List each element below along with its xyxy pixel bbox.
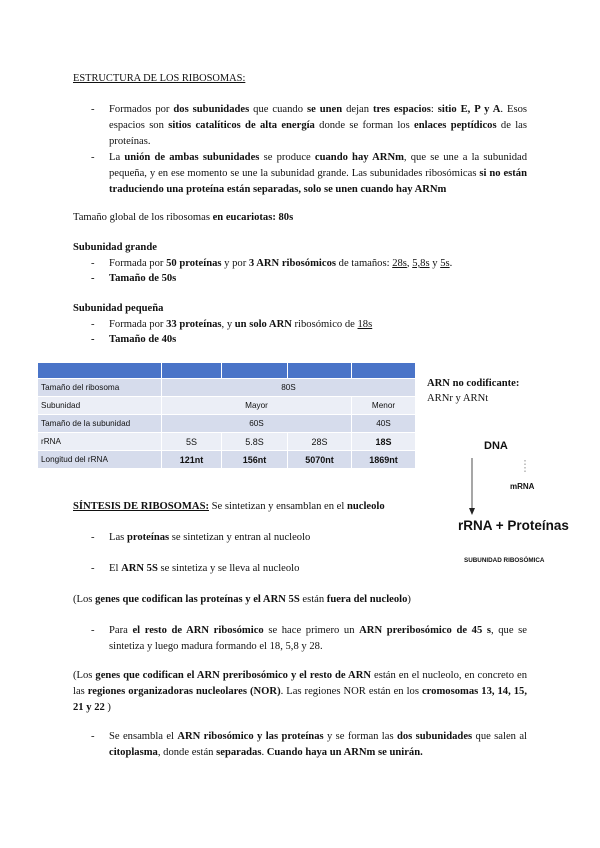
synthesis-note-nor <box>73 668 527 716</box>
synthesis-bullet-assembly <box>109 729 527 761</box>
table-row <box>38 451 416 469</box>
bullet-dash: - <box>91 334 95 345</box>
bold-run: fuera del nucleolo <box>326 594 408 605</box>
large-subunit-composition <box>109 256 452 272</box>
table-row-label: Longitud del rRNA <box>38 451 162 469</box>
bullet-dash: - <box>91 258 95 269</box>
bold-run: ARN ribosómico y las proteínas <box>177 731 324 742</box>
text-run: dejan <box>342 104 373 115</box>
table-cell: 40S <box>352 415 416 433</box>
syn-b1-bold: proteínas <box>126 532 170 543</box>
bold-run: ARN preribosómico de 45 s <box>359 625 491 636</box>
table-header-cell <box>288 363 352 379</box>
bold-run: tres espacios <box>372 104 431 115</box>
bold-run: si no están traduciendo una proteína están separadas, solo se unen cuando hay ARNm <box>109 168 527 195</box>
large-sep2: y <box>429 258 441 269</box>
small-mid: , y <box>221 319 235 330</box>
text-run: que salen al <box>472 731 527 742</box>
syn-b1-pre: Las <box>109 532 127 543</box>
synthesis-note-genes-outside <box>73 592 533 608</box>
table-cell: 121nt <box>162 451 222 469</box>
text-run: (Los <box>73 670 96 681</box>
table-header-cell <box>162 363 222 379</box>
bold-run: sitios catalíticos de alta energía <box>168 120 315 131</box>
small-rna: un solo ARN <box>234 319 292 330</box>
table-cell: 80S <box>162 379 416 397</box>
bullet-dash: - <box>91 625 95 636</box>
bold-run: cuando hay ARNm <box>314 152 404 163</box>
text-run: (Los <box>73 594 96 605</box>
small-pre: Formada por <box>109 319 167 330</box>
text-run: , donde están <box>157 747 217 758</box>
table-row-label: Subunidad <box>38 397 162 415</box>
bold-run: citoplasma <box>109 747 158 758</box>
small-subunit-composition <box>109 317 372 333</box>
large-proteins: 50 proteínas <box>166 258 222 269</box>
arrow-down-icon <box>469 508 475 515</box>
bold-run: dos subunidades <box>396 731 473 742</box>
large-end: . <box>449 258 453 269</box>
bold-run: unión de ambas subunidades <box>124 152 260 163</box>
table-cell: 1869nt <box>352 451 416 469</box>
table-row <box>38 433 416 451</box>
text-run: ) <box>407 594 411 605</box>
noncoding-title: ARN no codificante: <box>427 378 520 389</box>
table-row <box>38 379 416 397</box>
table-row-label: rRNA <box>38 433 162 451</box>
small-subunit-size: Tamaño de 40s <box>109 334 177 345</box>
large-subunit-heading: Subunidad grande <box>73 242 157 253</box>
page-title <box>73 71 245 87</box>
syn-b2-pre: El <box>109 563 122 574</box>
page-title-text: ESTRUCTURA DE LOS RIBOSOMAS: <box>73 73 246 84</box>
bold-run: cromosomas 13, 14, 15, 21 y 22 <box>73 686 528 713</box>
synthesis-title-bold: nucleolo <box>346 501 385 512</box>
bold-run: dos subunidades <box>173 104 250 115</box>
table-cell: 156nt <box>222 451 288 469</box>
text-run: . <box>261 747 267 758</box>
synthesis-bullet-preribosomal <box>109 623 527 655</box>
intro-bullet-subunits <box>109 102 527 150</box>
diagram-caption: SUBUNIDAD RIBOSÓMICA <box>464 557 545 564</box>
bullet-dash: - <box>91 532 95 543</box>
bold-run: genes que codifican las proteínas y el ARN 5S <box>95 594 300 605</box>
text-run: ) <box>104 702 111 713</box>
text-run: están en el nucleolo, en concreto en las <box>73 670 527 697</box>
global-size-line <box>73 210 293 226</box>
synthesis-bullet-5s <box>109 561 299 577</box>
small-subunit-heading: Subunidad pequeña <box>73 303 164 314</box>
text-run: y se forman las <box>323 731 397 742</box>
global-size-value: en eucariotas: 80s <box>212 212 294 223</box>
bullet-dash: - <box>91 152 95 163</box>
small-post: ribosómico de <box>291 319 358 330</box>
global-size-text: Tamaño global de los ribosomas <box>73 212 213 223</box>
large-rna: 3 ARN ribosómicos <box>248 258 336 269</box>
table-row-label: Tamaño del ribosoma <box>38 379 162 397</box>
large-pre: Formada por <box>109 258 167 269</box>
table-header-cell <box>222 363 288 379</box>
bold-run: Cuando haya un ARNm se unirán. <box>266 747 423 758</box>
text-run: Formados por <box>109 104 174 115</box>
bold-run: sitio E, P y A <box>437 104 501 115</box>
text-run: : <box>430 104 438 115</box>
text-run: se produce <box>259 152 315 163</box>
text-run: Se ensambla el <box>109 731 178 742</box>
bold-run: separadas <box>216 747 262 758</box>
large-size-5s: 5s <box>440 258 450 269</box>
bullet-dash: - <box>91 273 95 284</box>
table-cell: Mayor <box>162 397 352 415</box>
large-subunit-size: Tamaño de 50s <box>109 273 177 284</box>
table-cell: 60S <box>162 415 352 433</box>
bullet-dash: - <box>91 104 95 115</box>
bold-run: regiones organizadoras nucleolares (NOR) <box>87 686 281 697</box>
table-cell: 18S <box>352 433 416 451</box>
synthesis-bullet-proteins <box>109 530 310 546</box>
text-run: , que se sintetiza y luego madura formando el 18, 5,8 y 28. <box>109 625 527 652</box>
diagram-result-label: rRNA + Proteínas <box>458 518 569 533</box>
bold-run: se unen <box>306 104 343 115</box>
bold-run: genes que codifican el ARN preribosómico y el resto de ARN <box>95 670 371 681</box>
bold-run: enlaces peptídicos <box>414 120 497 131</box>
synthesis-title-line <box>73 499 385 515</box>
table-row-label: Tamaño de la subunidad <box>38 415 162 433</box>
table-cell: 28S <box>288 433 352 451</box>
text-run: que cuando <box>249 104 307 115</box>
large-size-58s: 5,8s <box>412 258 430 269</box>
bold-run: el resto de ARN ribosómico <box>132 625 264 636</box>
diagram-mrna-label: mRNA <box>510 482 535 491</box>
table-row <box>38 397 416 415</box>
ribosome-table <box>37 362 416 469</box>
small-size-18s: 18s <box>357 319 373 330</box>
synthesis-title-rest: Se sintetizan y ensamblan en el <box>209 501 347 512</box>
bullet-dash: - <box>91 319 95 330</box>
text-run: . Esos espacios son <box>109 104 528 131</box>
table-divider <box>415 362 416 377</box>
table-header-cell <box>352 363 416 379</box>
text-run: . Las regiones NOR están en los <box>280 686 422 697</box>
syn-b2-post: se sintetiza y se lleva al nucleolo <box>157 563 300 574</box>
bullet-dash: - <box>91 563 95 574</box>
synthesis-title: SÍNTESIS DE RIBOSOMAS: <box>73 501 209 512</box>
table-cell: 5.8S <box>222 433 288 451</box>
large-size-28s: 28s <box>392 258 407 269</box>
text-run: de las proteínas. <box>109 120 527 147</box>
large-mid: y por <box>221 258 249 269</box>
large-sep1: , <box>406 258 413 269</box>
table-cell: 5070nt <box>288 451 352 469</box>
small-proteins: 33 proteínas <box>166 319 222 330</box>
text-run: , que se une a la subunidad pequeña, y en ese momento se une la subunidad grande. Las subunidades ribosómicas <box>109 152 527 179</box>
syn-b2-bold: ARN 5S <box>121 563 158 574</box>
table-cell: Menor <box>352 397 416 415</box>
diagram-dna-label: DNA <box>484 440 508 452</box>
text-run: La <box>109 152 125 163</box>
intro-bullet-union <box>109 150 527 198</box>
text-run: donde se forman los <box>314 120 415 131</box>
table-header-row <box>38 363 416 379</box>
table-header-cell <box>38 363 162 379</box>
diagram-arrows <box>440 452 560 522</box>
large-post: de tamaños: <box>336 258 393 269</box>
syn-b1-post: se sintetizan y entran al nucleolo <box>169 532 311 543</box>
table-cell: 5S <box>162 433 222 451</box>
text-run: Para <box>109 625 133 636</box>
table-row <box>38 415 416 433</box>
bullet-dash: - <box>91 731 95 742</box>
text-run: están <box>299 594 327 605</box>
text-run: se hace primero un <box>263 625 360 636</box>
noncoding-sub: ARNr y ARNt <box>427 393 489 404</box>
